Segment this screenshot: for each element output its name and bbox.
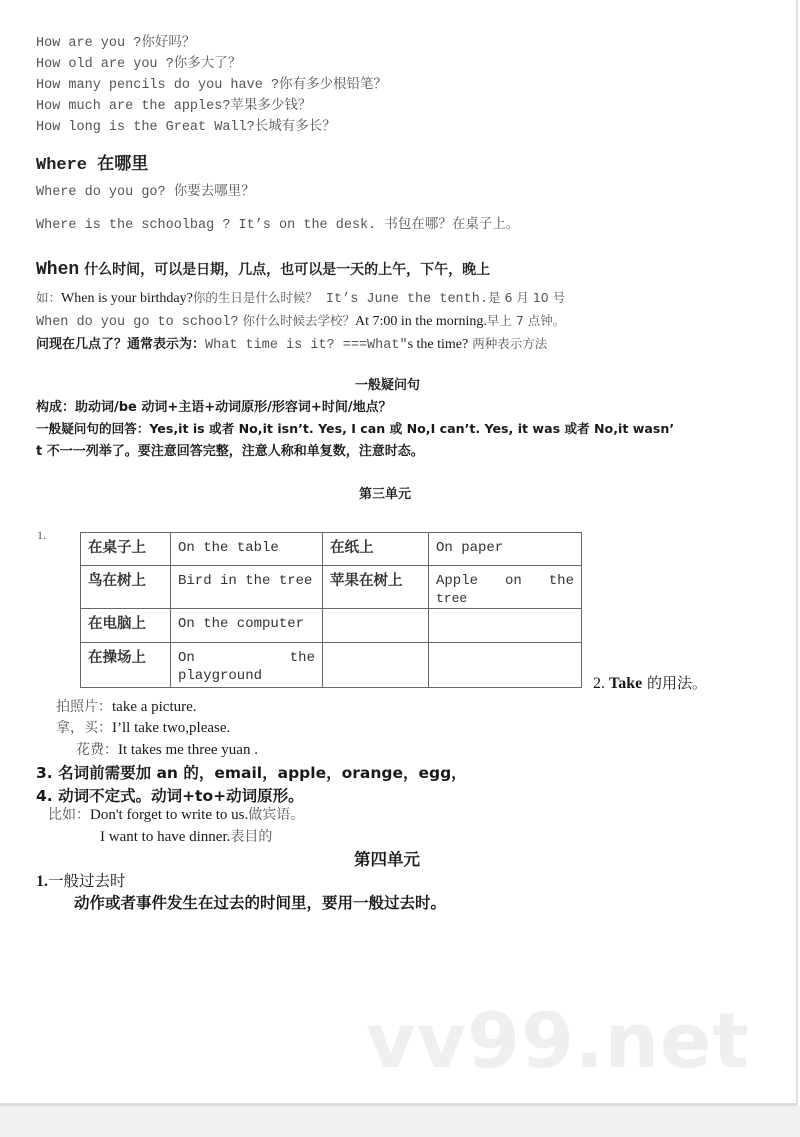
table-cell: 在桌子上 [81,533,171,566]
table-cell [429,609,582,643]
how-question-2: How old are you ?你多大了？ [36,57,242,72]
unit3-item3: 3. 名词前需要加 an 的，email，apple，orange，egg， [36,764,467,782]
table-row [81,609,582,643]
table-cell [429,643,582,688]
unit3-item4: 4. 动词不定式。动词+to+动词原形。 [36,787,304,805]
take-use-2: 拿，买：I’ll take two,please. [56,720,231,736]
time-question-line: 问现在几点了？通常表示为：What time is it? ===What"s the time? 两种表示方法 [36,336,548,353]
infinitive-example-2: I want to have dinner.表目的 [100,829,273,845]
when-heading [36,259,490,280]
unit3-title: 第三单元 [359,487,412,502]
infinitive-example-1: 比如：Don't forget to write to us.做宾语。 [48,807,305,823]
take-use-3: 花费：It takes me three yuan . [76,742,258,758]
table-cell [323,609,429,643]
playground-line: On the [178,650,315,666]
take-use-1: 拍照片：take a picture. [56,699,197,715]
general-question-answer-2: t 不一一列举了。要注意回答完整，注意人称和单复数，注意时态。 [36,444,424,459]
table-row [81,533,582,566]
general-question-answer-1: 一般疑问句的回答：Yes,it is 或者 No,it isn’t. Yes, I can 或 No,I can’t. Yes, it was 或者 No,it wasn’ [36,421,675,436]
when-heading-cn: 什么时间，可以是日期，几点，也可以是一天的上午，下午，晚上 [79,262,491,278]
table-cell: Bird in the tree [171,566,323,609]
apple-line: Apple on the [436,573,574,589]
table-cell: 在纸上 [323,533,429,566]
table-cell: On the table [171,533,323,566]
table-row [81,643,582,688]
unit3-item2: 2. Take 的用法。 [593,674,707,692]
table-cell: 在电脑上 [81,609,171,643]
general-question-structure: 构成：助动词/be 动词+主语+动词原形/形容词+时间/地点？ [36,400,392,415]
page-bottom-margin [0,1106,800,1137]
table-cell: On paper [429,533,582,566]
table-cell [323,643,429,688]
table-cell: 鸟在树上 [81,566,171,609]
when-example-2: When do you go to school? 你什么时候去学校？At 7:00 in the morning.早上 7 点钟。 [36,313,566,330]
how-question-3: How many pencils do you have ?你有多少根铅笔？ [36,78,388,93]
table-row [81,566,582,609]
unit4-title: 第四单元 [354,850,420,869]
where-heading: Where 在哪里 [36,156,149,175]
how-question-5: How long is the Great Wall?长城有多长？ [36,120,336,135]
general-question-title: 一般疑问句 [355,378,421,393]
when-heading-en: When [36,260,80,280]
table-cell: Apple on the tree [429,566,582,609]
where-example-2: Where is the schoolbag ? It’s on the desk. 书包在哪？在桌子上。 [36,218,520,233]
table-cell: On the computer [171,609,323,643]
table-cell: On the playground [171,643,323,688]
vocab-table [80,532,582,688]
when-example-1: 如：When is your birthday?你的生日是什么时候？ It’s June the tenth.是 6 月 10 号 [36,290,566,307]
watermark: vv99.net [366,996,750,1085]
how-question-1: How are you ?你好吗？ [36,36,196,51]
unit4-item1-desc: 动作或者事件发生在过去的时间里，要用一般过去时。 [74,894,447,912]
table-cell: 苹果在树上 [323,566,429,609]
where-example-1: Where do you go? 你要去哪里？ [36,185,255,200]
unit4-item1: 1.一般过去时 [36,872,126,890]
unit3-item1-label: 1. [37,528,46,542]
table-cell: 在操场上 [81,643,171,688]
how-question-4: How much are the apples?苹果多少钱？ [36,99,312,114]
